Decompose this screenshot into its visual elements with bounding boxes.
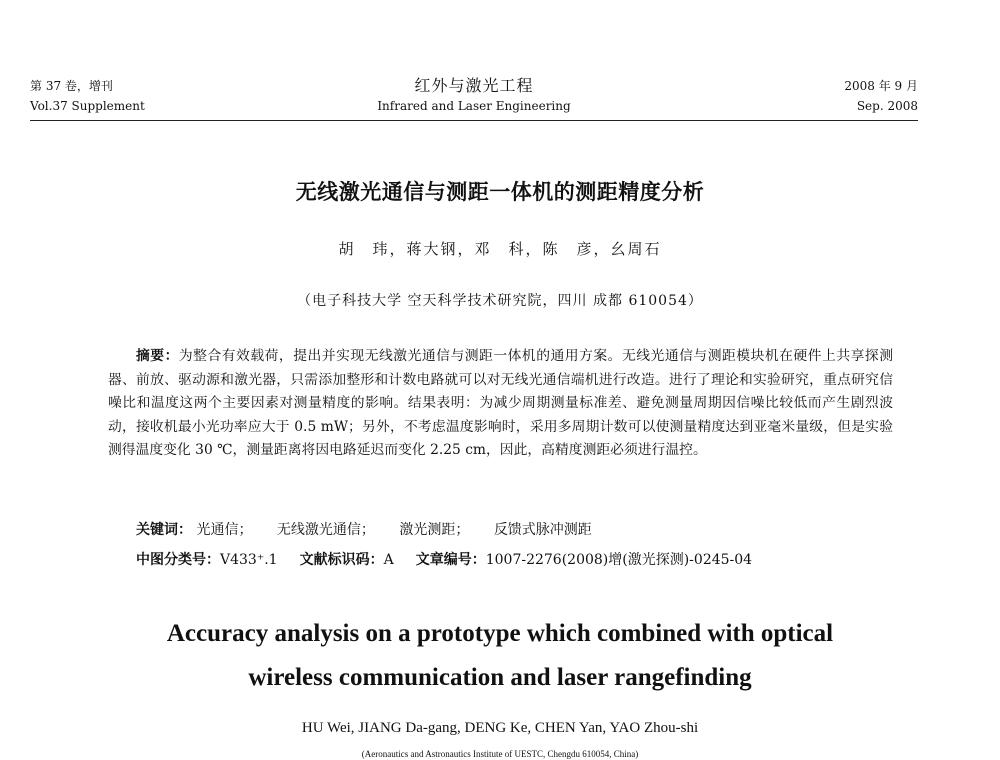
keyword-item: 反馈式脉冲测距 [493, 522, 592, 538]
date-en: Sep. 2008 [856, 99, 918, 113]
keywords-label: 关键词： [136, 522, 192, 538]
journal-header [30, 76, 918, 121]
clc-value: V433⁺.1 [220, 552, 278, 568]
keyword-item: 无线激光通信； [276, 522, 375, 538]
volume-zh: 第 37 卷，增刊 [30, 79, 113, 93]
journal-name [30, 76, 918, 116]
journal-name-en: Infrared and Laser Engineering [377, 99, 571, 113]
title-en-line2: wireless communication and laser rangefinding [248, 664, 752, 691]
doc-code-label: 文献标识码： [299, 552, 384, 568]
keywords [136, 519, 612, 539]
article-number-value: 1007-2276(2008)增(激光探测)-0245-04 [485, 552, 753, 568]
classification-line [136, 549, 752, 569]
publication-date [844, 76, 918, 116]
volume-en: Vol.37 Supplement [30, 99, 145, 113]
journal-name-zh: 红外与激光工程 [414, 76, 534, 95]
abstract-label: 摘要： [136, 348, 179, 364]
clc-label: 中图分类号： [136, 552, 220, 568]
authors-en: HU Wei, JIANG Da-gang, DENG Ke, CHEN Yan, YAO Zhou-shi [301, 720, 699, 736]
paper-title-en [0, 612, 1000, 700]
abstract-text: 为整合有效载荷，提出并实现无线激光通信与测距一体机的通用方案。无线光通信与测距模块机在硬件上共享探测器、前放、驱动源和激光器，只需添加整形和计数电路就可以对无线光通信端机进行改造。进行了理论和实验研究，重点研究信噪比和温度这两个主要因素对测量精度的影响。结果表明：为减少周期测量标准差、避免测量周期因信噪比较低而产生剧烈波动，接收机最小光功率应大于 0.5 mW；另外，不考虑温度影响时，采用多周期计数可以使测量精度达到亚毫米量级，但是实验测得温度变化 30 ℃，测量距离将因电路延迟而变化 2.25 cm，因此，高精度测距必须进行温控。 [108, 348, 894, 459]
keyword-item: 激光测距； [399, 522, 470, 538]
title-en-line1: Accuracy analysis on a prototype which combined with optical [166, 620, 834, 647]
keyword-item: 光通信； [196, 522, 253, 538]
affiliation-zh: （电子科技大学 空天科学技术研究院，四川 成都 610054） [297, 293, 703, 309]
date-zh: 2008 年 9 月 [844, 79, 918, 93]
doc-code-value: A [383, 552, 394, 568]
article-number-label: 文章编号： [415, 552, 486, 568]
abstract-zh [108, 345, 893, 463]
affiliation-en: (Aeronautics and Astronautics Institute of UESTC, Chengdu 610054, China) [361, 749, 639, 759]
paper-title-zh: 无线激光通信与测距一体机的测距精度分析 [295, 180, 705, 204]
authors-zh: 胡 玮，蒋大钢，邓 科，陈 彦，幺周石 [338, 240, 662, 258]
